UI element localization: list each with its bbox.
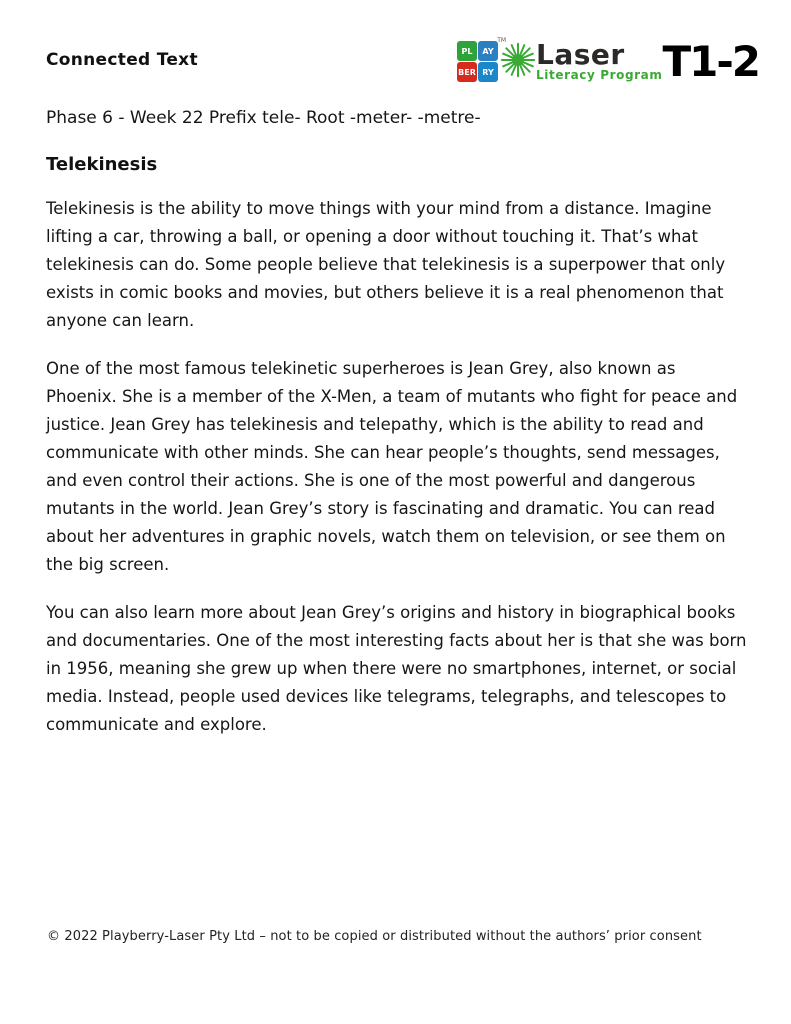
trademark-label: TM bbox=[497, 37, 507, 44]
puzzle-piece-pl: PL bbox=[457, 41, 477, 61]
logo-subtitle: Literacy Program bbox=[536, 68, 663, 82]
playberry-puzzle-icon bbox=[457, 37, 507, 82]
header-row bbox=[46, 37, 759, 86]
paragraph-1: Telekinesis is the ability to move things with your mind from a distance. Imagine lifting a car, throwing a ball, or opening a door without touching it. That’s what telekinesis can do. Some people believe that telekinesis is a superpower that only exists in comic books and movies, but others believe it is a real phenomenon that anyone can learn. bbox=[46, 199, 726, 330]
laser-literacy-logo bbox=[457, 37, 759, 86]
logo-text bbox=[536, 40, 662, 82]
puzzle-piece-ry: RY bbox=[478, 62, 498, 82]
puzzle-piece-ay: AY bbox=[478, 41, 498, 61]
doc-type-label: Connected Text bbox=[46, 50, 198, 70]
laser-starburst-icon bbox=[500, 42, 536, 78]
paragraph-2: One of the most famous telekinetic superheroes is Jean Grey, also known as Phoenix. She is a member of the X-Men, a team of mutants who fight for peace and justice. Jean Grey has telekinesis and telepathy, which is the ability to read and communicate with other minds. She can hear people’s thoughts, send messages, and even control their actions. She is one of the most powerful and dangerous mutants in the world. Jean Grey’s story is fascinating and dramatic. You can read about her adventures in graphic novels, watch them on television, or see them on the big screen. bbox=[46, 359, 738, 574]
copyright-footer: © 2022 Playberry-Laser Pty Ltd – not to be copied or distributed without the authors’ prior consent bbox=[47, 929, 702, 944]
level-badge: T1-2 bbox=[662, 37, 759, 86]
paragraph-3: You can also learn more about Jean Grey’s origins and history in biographical books and documentaries. One of the most interesting facts about her is that she was born in 1956, meaning she grew up when there were no smartphones, internet, or social media. Instead, people used devices like telegrams, telegraphs, and telescopes to communicate and explore. bbox=[46, 603, 747, 734]
puzzle-piece-ber: BER bbox=[457, 62, 477, 82]
puzzle-grid bbox=[457, 41, 498, 82]
article-title: Telekinesis bbox=[46, 154, 158, 175]
phase-week-line: Phase 6 - Week 22 Prefix tele- Root -meter- -metre- bbox=[46, 108, 481, 128]
logo-name: Laser bbox=[536, 38, 625, 71]
